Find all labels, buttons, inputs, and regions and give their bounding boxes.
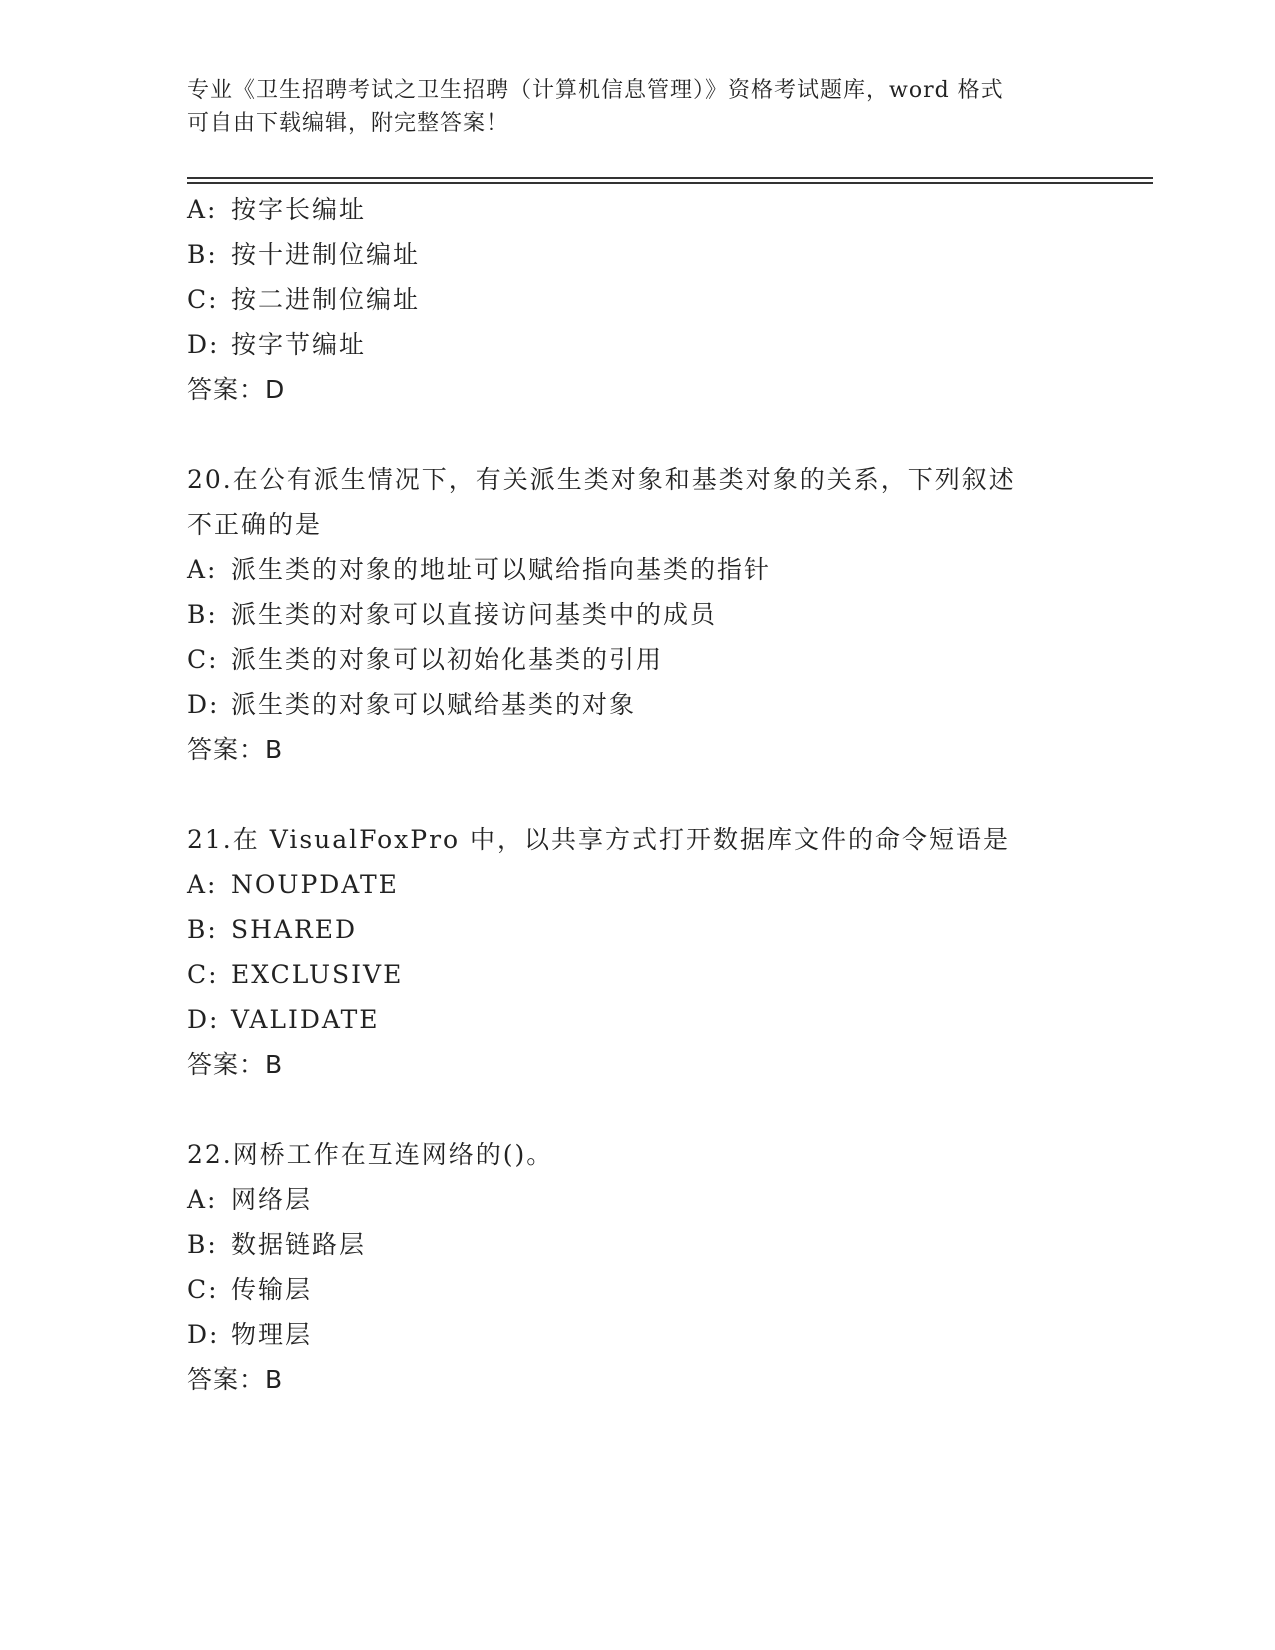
option-letter: D: [187,1005,220,1034]
q21-option-d [187,1005,380,1035]
q22-answer: 答案：B [187,1365,284,1394]
option-letter: D: [187,330,220,359]
q22-option-c [187,1275,312,1305]
header-line-2: 可自由下载编辑，附完整答案！ [187,111,510,136]
option-letter: C: [187,960,219,989]
q21-stem-line-1: 21.在 VisualFoxPro 中，以共享方式打开数据库文件的命令短语是 [187,825,1011,854]
document-header [187,74,1087,140]
option-text: 按字节编址 [231,330,367,359]
option-letter: D: [187,1320,220,1349]
option-text: VALIDATE [231,1005,380,1034]
option-text: 派生类的对象可以直接访问基类中的成员 [231,600,718,629]
q19-option-d [187,330,366,360]
q20-option-b [187,600,717,630]
q20-option-d [187,690,636,720]
header-divider-bottom [187,182,1153,184]
option-text: 按二进制位编址 [231,285,421,314]
header-line-1: 专业《卫生招聘考试之卫生招聘（计算机信息管理）》资格考试题库，word 格式 [187,78,1004,103]
option-text: 派生类的对象可以初始化基类的引用 [231,645,664,674]
q21-option-a [187,870,399,900]
option-text: EXCLUSIVE [231,960,404,989]
q22-stem-line-1: 22.网桥工作在互连网络的()。 [187,1140,554,1169]
option-letter: A: [187,555,218,584]
option-letter: C: [187,645,219,674]
option-text: 按十进制位编址 [231,240,421,269]
option-letter: A: [187,870,218,899]
option-letter: B: [187,600,218,629]
header-divider-top [187,177,1153,179]
q20-answer: 答案：B [187,735,284,764]
option-text: 物理层 [231,1320,313,1349]
q22-option-d [187,1320,312,1350]
q19-answer: 答案：D [187,375,286,404]
q21-answer: 答案：B [187,1050,284,1079]
q22-option-b [187,1230,366,1260]
option-letter: C: [187,285,219,314]
option-letter: A: [187,1185,218,1214]
q20-stem-line-2: 不正确的是 [187,510,323,539]
option-text: 数据链路层 [231,1230,367,1259]
option-text: SHARED [231,915,358,944]
option-text: NOUPDATE [231,870,399,899]
option-letter: B: [187,240,218,269]
option-letter: B: [187,1230,218,1259]
option-text: 派生类的对象可以赋给基类的对象 [231,690,637,719]
q19-option-c [187,285,420,315]
option-text: 派生类的对象的地址可以赋给指向基类的指针 [231,555,772,584]
option-text: 传输层 [231,1275,313,1304]
q21-option-c [187,960,403,990]
q19-option-b [187,240,420,270]
option-letter: B: [187,915,218,944]
option-text: 网络层 [231,1185,313,1214]
q22-option-a [187,1185,312,1215]
q19-option-a [187,195,366,225]
q20-stem-line-1: 20.在公有派生情况下，有关派生类对象和基类对象的关系，下列叙述 [187,465,1016,494]
q21-option-b [187,915,357,945]
option-letter: C: [187,1275,219,1304]
option-letter: A: [187,195,218,224]
option-text: 按字长编址 [231,195,367,224]
q20-option-c [187,645,663,675]
q20-option-a [187,555,771,585]
option-letter: D: [187,690,220,719]
